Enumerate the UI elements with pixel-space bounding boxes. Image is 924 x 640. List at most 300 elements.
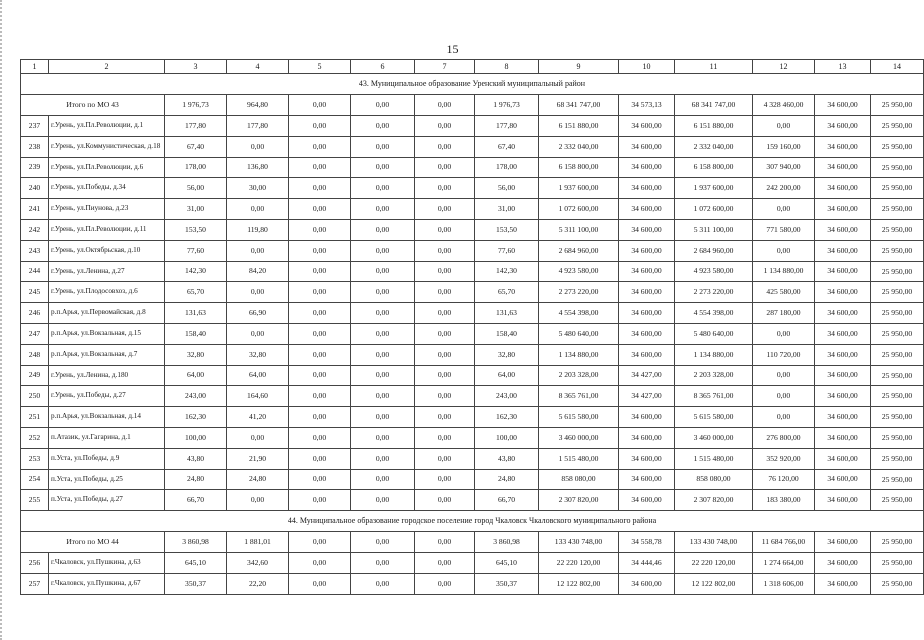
row-number: 256 bbox=[21, 553, 49, 574]
row-cell: 100,00 bbox=[475, 427, 539, 448]
row-cell: 34 600,00 bbox=[619, 219, 675, 240]
row-cell: 1 937 600,00 bbox=[675, 178, 753, 199]
row-cell: 67,40 bbox=[165, 136, 227, 157]
row-cell: 66,90 bbox=[227, 303, 289, 324]
column-header: 6 bbox=[351, 60, 415, 74]
table-row bbox=[21, 365, 924, 386]
table-row bbox=[21, 136, 924, 157]
row-cell: 350,37 bbox=[475, 573, 539, 594]
row-cell: 177,80 bbox=[475, 116, 539, 137]
row-cell: 0,00 bbox=[289, 407, 351, 428]
row-cell: 0,00 bbox=[415, 490, 475, 511]
row-cell: 0,00 bbox=[289, 303, 351, 324]
row-cell: 0,00 bbox=[753, 407, 815, 428]
column-header: 8 bbox=[475, 60, 539, 74]
row-cell: 131,63 bbox=[475, 303, 539, 324]
row-cell: 34 600,00 bbox=[619, 407, 675, 428]
table-row bbox=[21, 282, 924, 303]
row-cell: 177,80 bbox=[165, 116, 227, 137]
row-cell: 0,00 bbox=[415, 136, 475, 157]
column-header: 5 bbox=[289, 60, 351, 74]
row-cell: 4 554 398,00 bbox=[539, 303, 619, 324]
row-cell: 34 600,00 bbox=[815, 427, 871, 448]
total-cell: 1 976,73 bbox=[165, 95, 227, 116]
row-cell: 34 600,00 bbox=[815, 573, 871, 594]
row-cell: 0,00 bbox=[351, 116, 415, 137]
row-number: 240 bbox=[21, 178, 49, 199]
row-cell: 0,00 bbox=[415, 407, 475, 428]
row-cell: 0,00 bbox=[415, 261, 475, 282]
row-cell: 25 950,00 bbox=[871, 573, 924, 594]
total-cell: 0,00 bbox=[351, 95, 415, 116]
row-cell: 0,00 bbox=[415, 573, 475, 594]
row-cell: 142,30 bbox=[165, 261, 227, 282]
row-cell: 34 600,00 bbox=[619, 469, 675, 490]
row-cell: 5 480 640,00 bbox=[539, 323, 619, 344]
row-cell: 34 600,00 bbox=[815, 386, 871, 407]
row-cell: 34 600,00 bbox=[815, 157, 871, 178]
row-address: г.Урень, ул.Победы, д.34 bbox=[49, 178, 165, 199]
row-cell: 1 134 880,00 bbox=[753, 261, 815, 282]
table-row bbox=[21, 261, 924, 282]
row-cell: 34 600,00 bbox=[619, 116, 675, 137]
column-header: 14 bbox=[871, 60, 924, 74]
row-cell: 2 332 040,00 bbox=[539, 136, 619, 157]
total-cell: 34 573,13 bbox=[619, 95, 675, 116]
row-cell: 4 923 580,00 bbox=[675, 261, 753, 282]
column-header: 4 bbox=[227, 60, 289, 74]
row-address: р.п.Арья, ул.Вокзальная, д.15 bbox=[49, 323, 165, 344]
row-cell: 0,00 bbox=[289, 490, 351, 511]
row-cell: 22 220 120,00 bbox=[539, 553, 619, 574]
table-row bbox=[21, 240, 924, 261]
row-cell: 645,10 bbox=[475, 553, 539, 574]
row-cell: 0,00 bbox=[351, 303, 415, 324]
table-row bbox=[21, 448, 924, 469]
table-row bbox=[21, 219, 924, 240]
row-cell: 34 600,00 bbox=[619, 240, 675, 261]
table-row bbox=[21, 323, 924, 344]
row-cell: 25 950,00 bbox=[871, 157, 924, 178]
row-number: 252 bbox=[21, 427, 49, 448]
total-cell: 0,00 bbox=[415, 95, 475, 116]
row-cell: 110 720,00 bbox=[753, 344, 815, 365]
row-cell: 34 600,00 bbox=[619, 573, 675, 594]
row-cell: 31,00 bbox=[165, 199, 227, 220]
row-cell: 25 950,00 bbox=[871, 323, 924, 344]
row-cell: 34 600,00 bbox=[619, 323, 675, 344]
row-cell: 34 600,00 bbox=[619, 303, 675, 324]
row-number: 255 bbox=[21, 490, 49, 511]
total-cell: 68 341 747,00 bbox=[675, 95, 753, 116]
row-cell: 0,00 bbox=[415, 344, 475, 365]
row-cell: 0,00 bbox=[753, 116, 815, 137]
row-cell: 0,00 bbox=[227, 199, 289, 220]
row-address: г.Урень, ул.Коммунистическая, д.18 bbox=[49, 136, 165, 157]
row-cell: 0,00 bbox=[415, 553, 475, 574]
row-address: п.Уста, ул.Победы, д.27 bbox=[49, 490, 165, 511]
row-cell: 34 600,00 bbox=[619, 490, 675, 511]
row-cell: 100,00 bbox=[165, 427, 227, 448]
row-cell: 352 920,00 bbox=[753, 448, 815, 469]
row-cell: 0,00 bbox=[415, 178, 475, 199]
total-cell: 0,00 bbox=[289, 532, 351, 553]
row-cell: 2 307 820,00 bbox=[539, 490, 619, 511]
total-cell: 1 976,73 bbox=[475, 95, 539, 116]
row-cell: 350,37 bbox=[165, 573, 227, 594]
row-cell: 5 615 580,00 bbox=[539, 407, 619, 428]
row-cell: 0,00 bbox=[351, 344, 415, 365]
table-row bbox=[21, 386, 924, 407]
total-label: Итого по МО 43 bbox=[21, 95, 165, 116]
row-cell: 0,00 bbox=[415, 365, 475, 386]
row-cell: 0,00 bbox=[415, 469, 475, 490]
row-cell: 34 600,00 bbox=[815, 240, 871, 261]
row-cell: 34 600,00 bbox=[619, 448, 675, 469]
row-number: 257 bbox=[21, 573, 49, 594]
total-label: Итого по МО 44 bbox=[21, 532, 165, 553]
row-cell: 0,00 bbox=[351, 178, 415, 199]
row-cell: 0,00 bbox=[227, 427, 289, 448]
row-cell: 2 203 328,00 bbox=[539, 365, 619, 386]
table-row bbox=[21, 553, 924, 574]
row-address: р.п.Арья, ул.Первомайская, д.8 bbox=[49, 303, 165, 324]
row-cell: 84,20 bbox=[227, 261, 289, 282]
row-address: г.Чкаловск, ул.Пушкина, д.67 bbox=[49, 573, 165, 594]
row-cell: 0,00 bbox=[351, 219, 415, 240]
row-cell: 0,00 bbox=[289, 199, 351, 220]
row-cell: 0,00 bbox=[289, 116, 351, 137]
row-cell: 0,00 bbox=[415, 240, 475, 261]
row-cell: 2 307 820,00 bbox=[675, 490, 753, 511]
row-cell: 0,00 bbox=[289, 386, 351, 407]
row-cell: 0,00 bbox=[415, 199, 475, 220]
row-cell: 34 600,00 bbox=[815, 448, 871, 469]
row-cell: 771 580,00 bbox=[753, 219, 815, 240]
row-number: 250 bbox=[21, 386, 49, 407]
row-cell: 34 444,46 bbox=[619, 553, 675, 574]
section-header-row bbox=[21, 511, 924, 532]
section-total-row bbox=[21, 532, 924, 553]
row-cell: 2 684 960,00 bbox=[675, 240, 753, 261]
row-cell: 4 554 398,00 bbox=[675, 303, 753, 324]
row-cell: 64,00 bbox=[227, 365, 289, 386]
row-cell: 1 937 600,00 bbox=[539, 178, 619, 199]
row-cell: 66,70 bbox=[165, 490, 227, 511]
row-cell: 2 203 328,00 bbox=[675, 365, 753, 386]
row-cell: 0,00 bbox=[351, 323, 415, 344]
row-cell: 34 600,00 bbox=[815, 344, 871, 365]
total-cell: 25 950,00 bbox=[871, 532, 924, 553]
row-cell: 25 950,00 bbox=[871, 490, 924, 511]
row-cell: 34 600,00 bbox=[815, 116, 871, 137]
row-cell: 0,00 bbox=[415, 157, 475, 178]
row-cell: 0,00 bbox=[415, 282, 475, 303]
row-cell: 56,00 bbox=[165, 178, 227, 199]
row-cell: 25 950,00 bbox=[871, 303, 924, 324]
total-cell: 3 860,98 bbox=[165, 532, 227, 553]
row-cell: 342,60 bbox=[227, 553, 289, 574]
row-cell: 0,00 bbox=[289, 344, 351, 365]
total-cell: 964,80 bbox=[227, 95, 289, 116]
row-cell: 142,30 bbox=[475, 261, 539, 282]
scan-edge-marks bbox=[0, 0, 10, 640]
row-cell: 242 200,00 bbox=[753, 178, 815, 199]
row-cell: 0,00 bbox=[753, 386, 815, 407]
column-header: 10 bbox=[619, 60, 675, 74]
total-cell: 34 600,00 bbox=[815, 95, 871, 116]
row-cell: 34 600,00 bbox=[619, 178, 675, 199]
row-cell: 32,80 bbox=[475, 344, 539, 365]
row-cell: 32,80 bbox=[165, 344, 227, 365]
row-cell: 24,80 bbox=[227, 469, 289, 490]
row-cell: 3 460 000,00 bbox=[539, 427, 619, 448]
row-cell: 31,00 bbox=[475, 199, 539, 220]
table-row bbox=[21, 199, 924, 220]
column-header: 12 bbox=[753, 60, 815, 74]
total-cell: 25 950,00 bbox=[871, 95, 924, 116]
row-address: г.Урень, ул.Плодосовхоз, д.6 bbox=[49, 282, 165, 303]
row-cell: 66,70 bbox=[475, 490, 539, 511]
row-cell: 25 950,00 bbox=[871, 386, 924, 407]
row-cell: 0,00 bbox=[351, 365, 415, 386]
row-cell: 32,80 bbox=[227, 344, 289, 365]
row-cell: 64,00 bbox=[475, 365, 539, 386]
row-cell: 25 950,00 bbox=[871, 136, 924, 157]
row-number: 246 bbox=[21, 303, 49, 324]
total-cell: 1 881,01 bbox=[227, 532, 289, 553]
row-number: 253 bbox=[21, 448, 49, 469]
row-cell: 41,20 bbox=[227, 407, 289, 428]
row-cell: 0,00 bbox=[351, 199, 415, 220]
row-cell: 8 365 761,00 bbox=[675, 386, 753, 407]
row-cell: 0,00 bbox=[351, 157, 415, 178]
page-number: 15 bbox=[446, 42, 459, 56]
row-cell: 0,00 bbox=[289, 240, 351, 261]
column-header: 3 bbox=[165, 60, 227, 74]
row-address: р.п.Арья, ул.Вокзальная, д.7 bbox=[49, 344, 165, 365]
row-cell: 0,00 bbox=[351, 407, 415, 428]
row-cell: 0,00 bbox=[289, 178, 351, 199]
row-cell: 12 122 802,00 bbox=[539, 573, 619, 594]
row-cell: 34 427,00 bbox=[619, 386, 675, 407]
row-cell: 25 950,00 bbox=[871, 553, 924, 574]
row-cell: 0,00 bbox=[289, 365, 351, 386]
row-cell: 153,50 bbox=[165, 219, 227, 240]
row-cell: 243,00 bbox=[475, 386, 539, 407]
row-cell: 25 950,00 bbox=[871, 240, 924, 261]
row-address: г.Урень, ул.Пл.Революции, д.6 bbox=[49, 157, 165, 178]
row-cell: 34 600,00 bbox=[619, 157, 675, 178]
row-cell: 287 180,00 bbox=[753, 303, 815, 324]
total-cell: 3 860,98 bbox=[475, 532, 539, 553]
row-address: г.Урень, ул.Пиунова, д.23 bbox=[49, 199, 165, 220]
row-cell: 25 950,00 bbox=[871, 365, 924, 386]
row-cell: 77,60 bbox=[475, 240, 539, 261]
total-cell: 11 684 766,00 bbox=[753, 532, 815, 553]
row-cell: 21,90 bbox=[227, 448, 289, 469]
row-cell: 34 600,00 bbox=[815, 219, 871, 240]
row-cell: 2 273 220,00 bbox=[539, 282, 619, 303]
row-cell: 0,00 bbox=[415, 427, 475, 448]
row-address: г.Урень, ул.Победы, д.27 bbox=[49, 386, 165, 407]
row-number: 249 bbox=[21, 365, 49, 386]
column-header: 7 bbox=[415, 60, 475, 74]
row-number: 243 bbox=[21, 240, 49, 261]
row-cell: 645,10 bbox=[165, 553, 227, 574]
row-cell: 0,00 bbox=[415, 386, 475, 407]
row-cell: 0,00 bbox=[227, 136, 289, 157]
row-number: 244 bbox=[21, 261, 49, 282]
row-cell: 0,00 bbox=[415, 323, 475, 344]
row-cell: 67,40 bbox=[475, 136, 539, 157]
row-cell: 0,00 bbox=[289, 282, 351, 303]
row-cell: 243,00 bbox=[165, 386, 227, 407]
row-cell: 77,60 bbox=[165, 240, 227, 261]
row-cell: 164,60 bbox=[227, 386, 289, 407]
row-cell: 6 151 880,00 bbox=[539, 116, 619, 137]
row-cell: 6 158 800,00 bbox=[539, 157, 619, 178]
row-cell: 5 311 100,00 bbox=[675, 219, 753, 240]
row-cell: 0,00 bbox=[227, 490, 289, 511]
table-row bbox=[21, 157, 924, 178]
row-cell: 25 950,00 bbox=[871, 469, 924, 490]
row-cell: 0,00 bbox=[289, 261, 351, 282]
row-cell: 0,00 bbox=[289, 427, 351, 448]
row-cell: 136,80 bbox=[227, 157, 289, 178]
column-header: 13 bbox=[815, 60, 871, 74]
section-total-row bbox=[21, 95, 924, 116]
table-row bbox=[21, 469, 924, 490]
row-cell: 158,40 bbox=[475, 323, 539, 344]
row-cell: 65,70 bbox=[475, 282, 539, 303]
row-cell: 0,00 bbox=[289, 136, 351, 157]
row-address: г.Урень, ул.Пл.Революции, д.1 bbox=[49, 116, 165, 137]
row-cell: 1 515 480,00 bbox=[675, 448, 753, 469]
row-cell: 1 072 600,00 bbox=[675, 199, 753, 220]
row-number: 247 bbox=[21, 323, 49, 344]
total-cell: 0,00 bbox=[351, 532, 415, 553]
total-cell: 34 558,78 bbox=[619, 532, 675, 553]
row-cell: 0,00 bbox=[351, 553, 415, 574]
row-cell: 159 160,00 bbox=[753, 136, 815, 157]
row-cell: 5 311 100,00 bbox=[539, 219, 619, 240]
row-number: 242 bbox=[21, 219, 49, 240]
row-cell: 22 220 120,00 bbox=[675, 553, 753, 574]
column-header: 9 bbox=[539, 60, 619, 74]
row-cell: 64,00 bbox=[165, 365, 227, 386]
row-cell: 24,80 bbox=[165, 469, 227, 490]
row-number: 245 bbox=[21, 282, 49, 303]
row-address: г.Урень, ул.Октябрьская, д.10 bbox=[49, 240, 165, 261]
row-cell: 25 950,00 bbox=[871, 199, 924, 220]
row-cell: 0,00 bbox=[289, 157, 351, 178]
table-row bbox=[21, 490, 924, 511]
row-cell: 25 950,00 bbox=[871, 448, 924, 469]
row-cell: 177,80 bbox=[227, 116, 289, 137]
row-address: г.Урень, ул.Ленина, д.180 bbox=[49, 365, 165, 386]
row-number: 251 bbox=[21, 407, 49, 428]
row-cell: 0,00 bbox=[289, 553, 351, 574]
row-cell: 34 600,00 bbox=[815, 553, 871, 574]
table-row bbox=[21, 407, 924, 428]
row-cell: 0,00 bbox=[227, 323, 289, 344]
row-cell: 6 151 880,00 bbox=[675, 116, 753, 137]
table-row bbox=[21, 178, 924, 199]
row-cell: 1 274 664,00 bbox=[753, 553, 815, 574]
row-address: п.Уста, ул.Победы, д.9 bbox=[49, 448, 165, 469]
row-cell: 25 950,00 bbox=[871, 116, 924, 137]
row-cell: 119,80 bbox=[227, 219, 289, 240]
row-cell: 276 800,00 bbox=[753, 427, 815, 448]
row-cell: 2 684 960,00 bbox=[539, 240, 619, 261]
row-cell: 34 600,00 bbox=[815, 199, 871, 220]
row-cell: 56,00 bbox=[475, 178, 539, 199]
row-cell: 178,00 bbox=[165, 157, 227, 178]
row-cell: 25 950,00 bbox=[871, 261, 924, 282]
row-cell: 1 318 606,00 bbox=[753, 573, 815, 594]
row-cell: 0,00 bbox=[351, 427, 415, 448]
row-address: п.Уста, ул.Победы, д.25 bbox=[49, 469, 165, 490]
row-cell: 0,00 bbox=[289, 573, 351, 594]
row-cell: 5 615 580,00 bbox=[675, 407, 753, 428]
row-cell: 0,00 bbox=[753, 240, 815, 261]
row-cell: 34 600,00 bbox=[815, 261, 871, 282]
column-header: 11 bbox=[675, 60, 753, 74]
row-cell: 34 600,00 bbox=[815, 490, 871, 511]
row-cell: 162,30 bbox=[475, 407, 539, 428]
row-cell: 34 600,00 bbox=[815, 365, 871, 386]
row-cell: 34 600,00 bbox=[619, 136, 675, 157]
row-cell: 30,00 bbox=[227, 178, 289, 199]
row-cell: 153,50 bbox=[475, 219, 539, 240]
row-cell: 34 600,00 bbox=[815, 303, 871, 324]
row-number: 248 bbox=[21, 344, 49, 365]
row-number: 237 bbox=[21, 116, 49, 137]
total-cell: 0,00 bbox=[289, 95, 351, 116]
row-cell: 0,00 bbox=[351, 261, 415, 282]
row-cell: 0,00 bbox=[227, 282, 289, 303]
row-cell: 25 950,00 bbox=[871, 407, 924, 428]
row-cell: 4 923 580,00 bbox=[539, 261, 619, 282]
row-cell: 178,00 bbox=[475, 157, 539, 178]
data-table bbox=[20, 59, 924, 595]
row-cell: 3 460 000,00 bbox=[675, 427, 753, 448]
table-row bbox=[21, 116, 924, 137]
row-address: г.Урень, ул.Ленина, д.27 bbox=[49, 261, 165, 282]
column-header: 1 bbox=[21, 60, 49, 74]
row-cell: 158,40 bbox=[165, 323, 227, 344]
row-address: р.п.Арья, ул.Вокзальная, д.14 bbox=[49, 407, 165, 428]
row-cell: 0,00 bbox=[289, 448, 351, 469]
table-row bbox=[21, 573, 924, 594]
row-cell: 34 600,00 bbox=[815, 469, 871, 490]
row-cell: 1 515 480,00 bbox=[539, 448, 619, 469]
total-cell: 4 328 460,00 bbox=[753, 95, 815, 116]
row-address: п.Атазик, ул.Гагарина, д.1 bbox=[49, 427, 165, 448]
row-cell: 0,00 bbox=[753, 323, 815, 344]
row-cell: 34 600,00 bbox=[815, 323, 871, 344]
row-cell: 65,70 bbox=[165, 282, 227, 303]
row-cell: 2 332 040,00 bbox=[675, 136, 753, 157]
row-cell: 8 365 761,00 bbox=[539, 386, 619, 407]
column-header-row bbox=[21, 60, 924, 74]
row-cell: 0,00 bbox=[351, 282, 415, 303]
row-cell: 12 122 802,00 bbox=[675, 573, 753, 594]
row-cell: 34 600,00 bbox=[815, 136, 871, 157]
row-cell: 0,00 bbox=[351, 490, 415, 511]
row-cell: 24,80 bbox=[475, 469, 539, 490]
